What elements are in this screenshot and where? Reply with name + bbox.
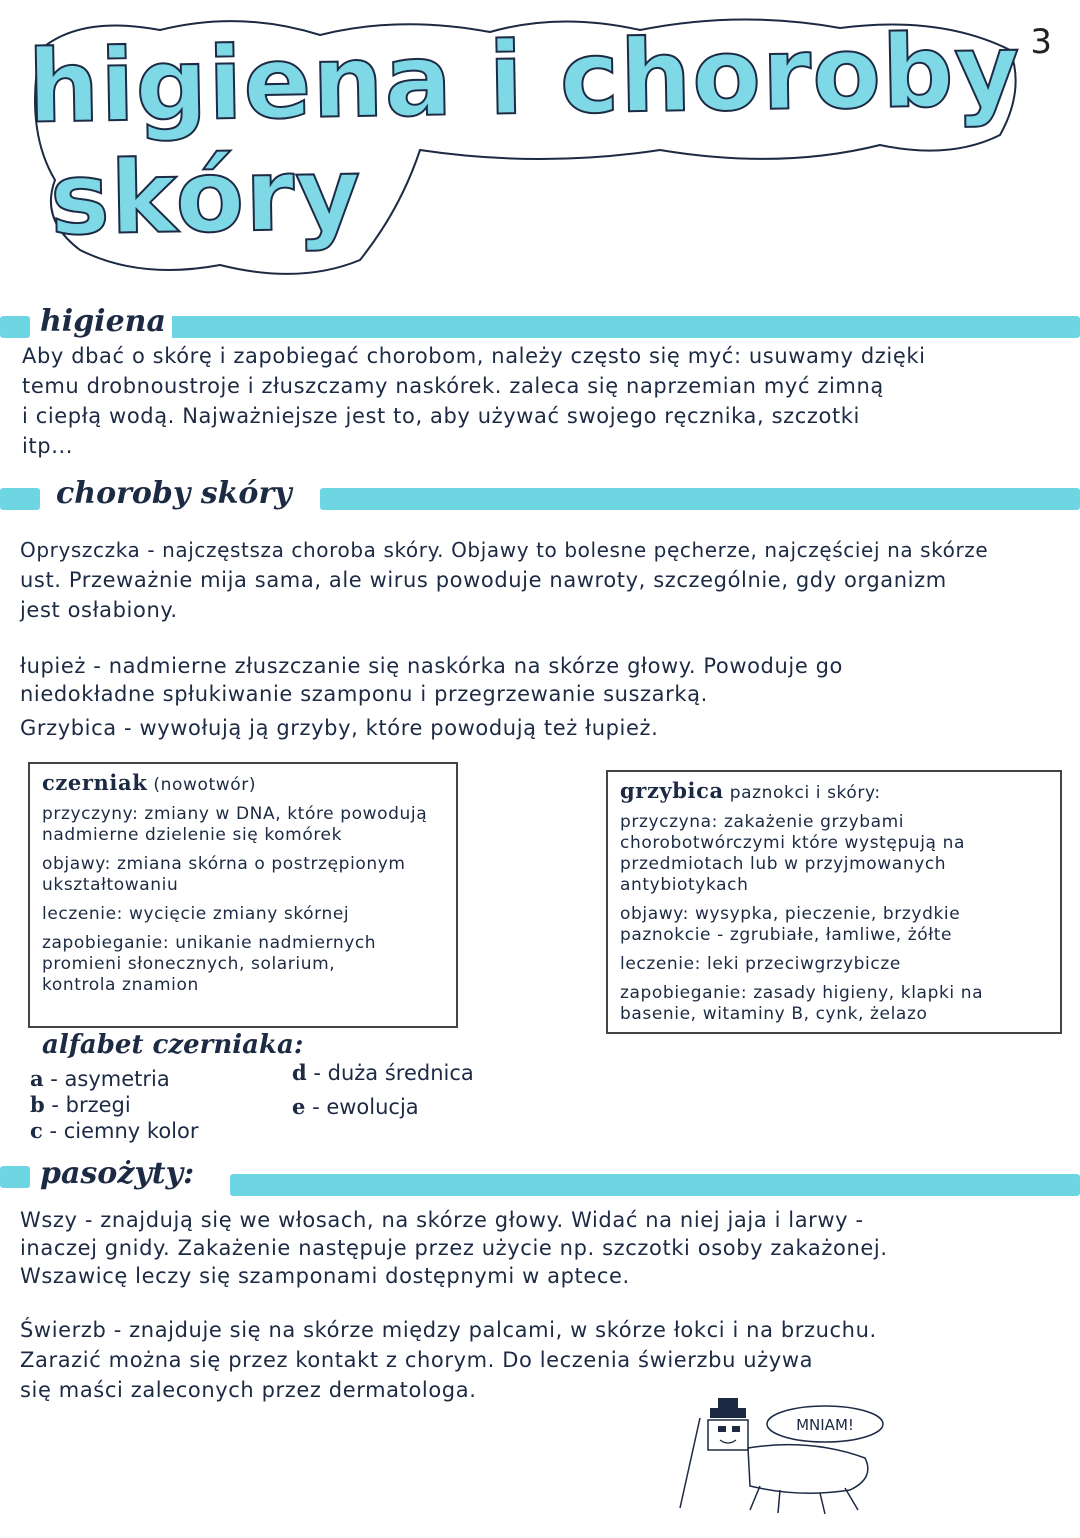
- swierzb-line-3: się maści zaleconych przez dermatologa.: [20, 1378, 477, 1402]
- heading-highlight: [230, 1174, 1080, 1196]
- opryszczka-line-1: Opryszczka - najczęstsza choroba skóry. Objawy to bolesne pęcherze, najczęściej na skórze: [20, 538, 989, 562]
- heading-higiena: [0, 304, 1080, 344]
- swierzb-line-2: Zarazić można się przez kontakt z chorym. Do leczenia świerzbu używa: [20, 1348, 814, 1372]
- czerniak-title: czerniak: [42, 770, 148, 795]
- heading-highlight: [320, 488, 1080, 510]
- opryszczka-line-3: jest osłabiony.: [20, 598, 178, 622]
- higiena-line-1: Aby dbać o skórę i zapobiegać chorobom, należy często się myć: usuwamy dzięki: [22, 344, 926, 368]
- czerniak-box: [28, 762, 458, 1028]
- heading-pasozyty: [0, 1156, 1080, 1196]
- swierzb-line-1: Świerzb - znajduje się na skórze między palcami, w skórze łokci i na brzuchu.: [20, 1318, 877, 1342]
- title-line-1: higiena i choroby: [27, 11, 1022, 146]
- grzybica-box: [606, 770, 1062, 1034]
- wszy-line-3: Wszawicę leczy się szamponami dostępnymi w aptece.: [20, 1264, 630, 1288]
- wszy-line-2: inaczej gnidy. Zakażenie następuje przez użycie np. szczotki osoby zakażonej.: [20, 1236, 888, 1260]
- alfabet-heading: alfabet czerniaka:: [42, 1030, 304, 1060]
- heading-label: pasożyty:: [34, 1156, 200, 1191]
- heading-label: higiena: [34, 304, 172, 339]
- speech-bubble-text: MNIAM!: [796, 1416, 854, 1434]
- alfabet-item: d - duża średnica: [292, 1060, 474, 1085]
- heading-highlight: [170, 316, 1080, 338]
- lupiez-line-2: niedokładne spłukiwanie szamponu i przegrzewanie suszarką.: [20, 682, 708, 706]
- grzybica-przyczyna: przyczyna: zakażenie grzybami chorobotwórczymi które występują na przedmiotach lub w przyjmowanych antybiotykach: [620, 812, 965, 895]
- grzybica-subtitle: paznokci i skóry:: [729, 783, 881, 803]
- wszy-line-1: Wszy - znajdują się we włosach, na skórze głowy. Widać na niej jaja i larwy -: [20, 1208, 864, 1232]
- czerniak-subtitle: (nowotwór): [153, 775, 257, 795]
- heading-highlight-left: [0, 1166, 30, 1188]
- alfabet-item: b - brzegi: [30, 1092, 131, 1117]
- czerniak-kontrola: kontrola znamion: [42, 975, 199, 995]
- heading-choroby-skory: [0, 476, 1080, 516]
- alfabet-item: e - ewolucja: [292, 1094, 419, 1119]
- grzybica-zapobieganie: zapobieganie: zasady higieny, klapki na basenie, witaminy B, cynk, żelazo: [620, 983, 984, 1024]
- heading-highlight-left: [0, 488, 40, 510]
- czerniak-leczenie: leczenie: wycięcie zmiany skórnej: [42, 904, 350, 924]
- lupiez-line-1: łupież - nadmierne złuszczanie się naskórka na skórze głowy. Powoduje go: [20, 654, 844, 678]
- grzybica-line: Grzybica - wywołują ją grzyby, które powodują też łupież.: [20, 716, 659, 740]
- heading-highlight-left: [0, 316, 30, 338]
- grzybica-leczenie: leczenie: leki przeciwgrzybicze: [620, 954, 901, 974]
- heading-label: choroby skóry: [50, 476, 298, 511]
- title-line-2: skóry: [49, 135, 363, 258]
- grzybica-objawy: objawy: wysypka, pieczenie, brzydkie paznokcie - zgrubiałe, łamliwe, żółte: [620, 904, 961, 945]
- czerniak-objawy: objawy: zmiana skórna o postrzępionym ukształtowaniu: [42, 854, 406, 895]
- page-number: 3: [1030, 22, 1052, 62]
- opryszczka-line-2: ust. Przeważnie mija sama, ale wirus powoduje nawroty, szczególnie, gdy organizm: [20, 568, 947, 592]
- czerniak-zapobieganie: zapobieganie: unikanie nadmiernych promieni słonecznych, solarium,: [42, 933, 377, 974]
- alfabet-item: c - ciemny kolor: [30, 1118, 199, 1143]
- czerniak-przyczyny: przyczyny: zmiany w DNA, które powodują nadmierne dzielenie się komórek: [42, 804, 428, 845]
- higiena-line-2: temu drobnoustroje i złuszczamy naskórek. zaleca się naprzemian myć zimną: [22, 374, 884, 398]
- alfabet-item: a - asymetria: [30, 1066, 170, 1091]
- page-title: [20, 10, 1030, 280]
- higiena-line-3: i ciepłą wodą. Najważniejsze jest to, aby używać swojego ręcznika, szczotki: [22, 404, 860, 428]
- grzybica-title: grzybica: [620, 778, 724, 803]
- mite-doodle-icon: [660, 1398, 890, 1518]
- higiena-line-4: itp...: [22, 434, 74, 458]
